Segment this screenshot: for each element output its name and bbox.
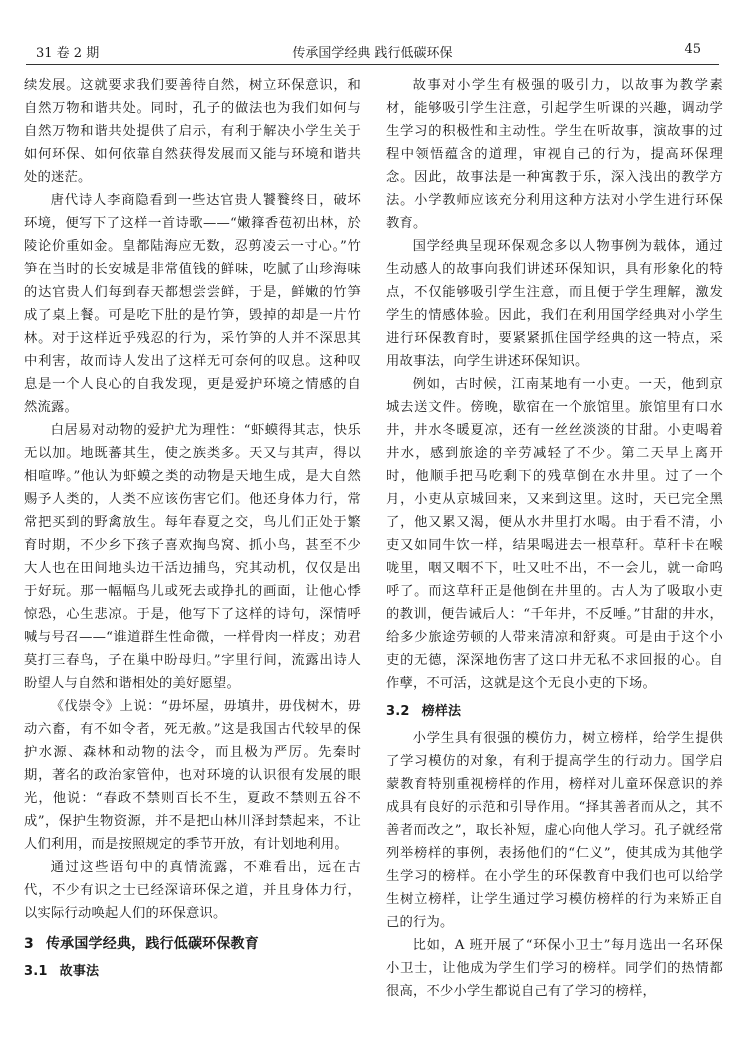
subsection-number: 3.2 (386, 704, 410, 719)
paragraph: 比如，A 班开展了“环保小卫士”每月选出一名环保小卫士，让他成为学生们学习的榜样。同学们的热情都很高，不少小学生都说自己有了学习的榜样， (386, 938, 723, 999)
section-heading (24, 933, 361, 955)
left-column (24, 74, 361, 987)
running-header (26, 38, 719, 65)
subsection-title: 榜样法 (421, 704, 462, 719)
paragraph: 续发展。这就要求我们要善待自然，树立环保意识，和自然万物和谐共处。同时，孔子的做法也为我们如何与自然万物和谐共处提供了启示，有利于解决小学生关于如何环保、如何依靠自然获得发展而又能与环境和谐共处的迷茫。 (24, 78, 361, 185)
section-number: 3 (24, 936, 34, 952)
paragraph: 唐代诗人李商隐看到一些达官贵人饕餮终日，破坏环境，便写下了这样一首诗歌——“嫩箨香苞初出林，於陵论价重如金。皇都陆海应无数，忍剪凌云一寸心。”竹笋在当时的长安城是非常值钱的鲜味，吃腻了山珍海味的达官贵人们每到春天都想尝尝鲜，于是，鲜嫩的竹笋成了桌上餐。可是吃下肚的是竹笋，毁掉的却是一片竹林。对于这样近乎残忍的行为，采竹笋的人并不深思其中利害，故而诗人发出了这样无可奈何的叹息。这种叹息是一个人良心的自我发现，更是爱护环境之情感的自然流露。 (24, 193, 361, 415)
subsection-number: 3.1 (24, 964, 48, 979)
paragraph: 故事对小学生有极强的吸引力，以故事为教学素材，能够吸引学生注意，引起学生听课的兴趣，调动学生学习的积极性和主动性。学生在听故事，演故事的过程中领悟蕴含的道理，审视自己的行为，提高环保理念。因此，故事法是一种寓教于乐，深入浅出的教学方法。小学教师应该充分利用这种方法对小学生进行环保教育。 (386, 78, 723, 231)
running-title: 传承国学经典 践行低碳环保 (292, 46, 453, 61)
paragraph: 《伐崇令》上说：“毋坏屋，毋填井，毋伐树木，毋动六畜，有不如令者，死无赦。”这是我国古代较早的保护水源、森林和动物的法令，而且极为严厉。先秦时期，著名的政治家管仲，也对环境的认识很有发展的眼光，他说：“春政不禁则百长不生，夏政不禁则五谷不成”，保护生物资源，并不是把山林川泽封禁起来，不让人们利用，而是按照规定的季节开放，有计划地利用。 (24, 699, 361, 852)
section-title: 传承国学经典，践行低碳环保教育 (45, 936, 259, 952)
page-number: 45 (684, 42, 701, 57)
right-column (386, 74, 723, 1003)
paragraph: 白居易对动物的爱护尤为理性：“虾蟆得其志，快乐无以加。地既蕃其生，使之族类多。天又与其声，得以相喧哗。”他认为虾蟆之类的动物是天地生成，是大自然赐予人类的，人类不应该伤害它们。他还身体力行，常常把买到的野禽放生。每年春夏之交，鸟儿们正处于繁育时期，不少乡下孩子喜欢掏鸟窝、抓小鸟，甚至不少大人也在田间地头边干活边捕鸟，究其动机，仅仅是出于好玩。那一幅幅鸟儿或死去或挣扎的画面，让他心悸惊恐，心生悲凉。于是，他写下了这样的诗句，深情呼喊与号召——“谁道群生性命微，一样骨肉一样皮；劝君莫打三春鸟，子在巢中盼母归。”字里行间，流露出诗人盼望人与自然和谐相处的美好愿望。 (24, 423, 361, 691)
paragraph: 国学经典呈现环保观念多以人物事例为载体，通过生动感人的故事向我们讲述环保知识，具有形象化的特点，不仅能够吸引学生注意，而且便于学生理解，激发学生的情感体验。因此，我们在利用国学经典对小学生进行环保教育时，要紧紧抓住国学经典的这一特点，采用故事法，向学生讲述环保知识。 (386, 239, 723, 369)
paragraph: 例如，古时候，江南某地有一小吏。一天，他到京城去送文件。傍晚，歇宿在一个旅馆里。旅馆里有口水井，井水冬暖夏凉，还有一丝丝淡淡的甘甜。小吏喝着井水，感到旅途的辛劳减轻了不少。第二天早上离开时，他顺手把马吃剩下的残草倒在水井里。过了一个月，小吏从京城回来，又来到这里。这时，天已完全黑了，他又累又渴，便从水井里打水喝。由于看不清，小吏又如同牛饮一样，结果喝进去一根草秆。草秆卡在喉咙里，咽又咽不下，吐又吐不出，不一会儿，就一命呜呼了。而这草秆正是他倒在井里的。古人为了吸取小吏的教训，便告诫后人：“千年井，不反唾。”甘甜的井水，给多少旅途劳顿的人带来清凉和舒爽。可是由于这个小吏的无德，深深地伤害了这口井无私不求回报的心。自作孽，不可活，这就是这个无良小吏的下场。 (386, 377, 723, 691)
paragraph: 小学生具有很强的模仿力，树立榜样，给学生提供了学习模仿的对象，有利于提高学生的行动力。国学启蒙教育特别重视榜样的作用，榜样对儿童环保意识的养成具有良好的示范和引导作用。“择其善者而从之，其不善者而改之”，取长补短，虚心向他人学习。孔子就经常列举榜样的事例，表扬他们的“仁义”，使其成为其他学生学习的榜样。在小学生的环保教育中我们也可以给学生树立榜样，让学生通过学习模仿榜样的行为来矫正自己的行为。 (386, 731, 723, 930)
subsection-heading (24, 961, 361, 983)
issue-label: 31 卷 2 期 (36, 46, 100, 61)
subsection-heading (386, 701, 723, 723)
paragraph: 通过这些语句中的真情流露，不难看出，远在古代，不少有识之士已经深谙环保之道，并且身体力行，以实际行动唤起人们的环保意识。 (24, 860, 361, 921)
subsection-title: 故事法 (59, 964, 100, 979)
